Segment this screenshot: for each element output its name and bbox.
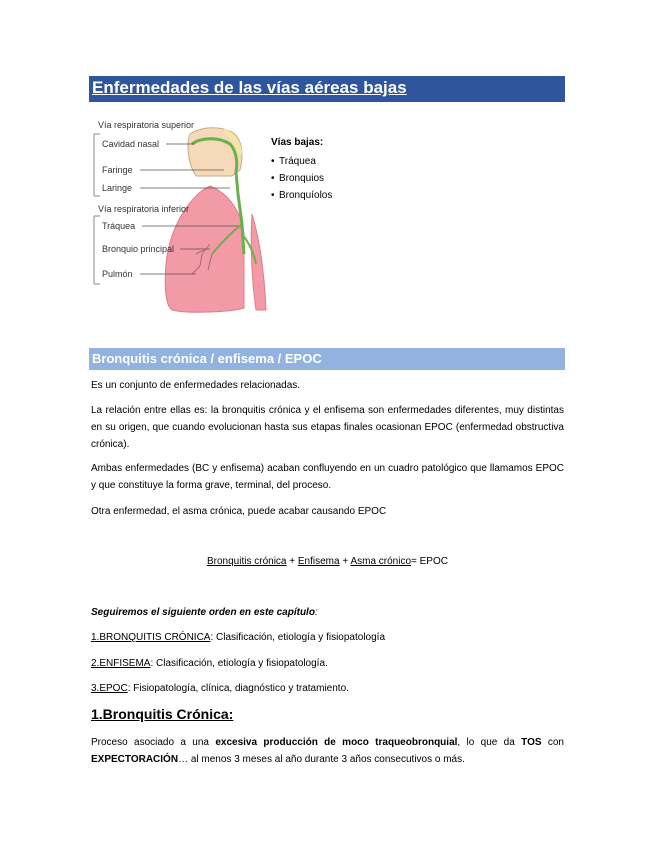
title-bar bbox=[89, 76, 565, 102]
upper-bracket bbox=[94, 134, 100, 196]
label-faringe: Faringe bbox=[102, 165, 133, 175]
order-item-1: 1.BRONQUITIS CRÓNICA: Clasificación, etiología y fisiopatología bbox=[91, 632, 386, 643]
page-title: Enfermedades de las vías aéreas bajas bbox=[92, 78, 407, 97]
chapter-1-heading: 1.Bronquitis Crónica: bbox=[91, 706, 234, 722]
lower-bracket bbox=[94, 216, 100, 284]
label-bronquio-principal: Bronquio principal bbox=[102, 244, 175, 254]
label-via-superior: Vía respiratoria superior bbox=[98, 120, 195, 130]
label-cavidad-nasal: Cavidad nasal bbox=[102, 139, 160, 149]
section-heading: Bronquitis crónica / enfisema / EPOC bbox=[92, 351, 322, 366]
bullet-icon: • bbox=[271, 173, 275, 184]
list-item: • Bronquíolos bbox=[271, 190, 333, 201]
order-intro: Seguiremos el siguiente orden en este capítulo: bbox=[91, 607, 318, 618]
paragraph-2: La relación entre ellas es: la bronquitis crónica y el enfisema son enfermedades diferentes, muy distintas en su origen, que cuando evolucionan hasta sus etapas finales ocasionan EPOC (enfermedad obstructiva crónica). bbox=[91, 405, 564, 450]
equation-term-1: Bronquitis crónica bbox=[207, 556, 287, 567]
section-heading-bar bbox=[89, 348, 565, 370]
list-item: • Tráquea bbox=[271, 156, 316, 167]
bullet-icon: • bbox=[271, 156, 275, 167]
vias-bajas-list bbox=[271, 137, 332, 207]
bullet-icon: • bbox=[271, 190, 275, 201]
equation-line: Bronquitis crónica + Enfisema + Asma crónico= EPOC bbox=[207, 556, 448, 567]
vias-bajas-title: Vías bajas: bbox=[271, 137, 324, 148]
equation-term-2: Enfisema bbox=[297, 556, 340, 567]
label-pulmon: Pulmón bbox=[102, 269, 133, 279]
label-laringe: Laringe bbox=[102, 183, 133, 193]
paragraph-1: Es un conjunto de enfermedades relacionadas. bbox=[91, 380, 301, 391]
right-lung-shape bbox=[251, 214, 266, 310]
order-item-2: 2.ENFISEMA: Clasificación, etiología y fisiopatología. bbox=[91, 658, 328, 669]
label-traquea: Tráquea bbox=[102, 221, 136, 231]
equation-result: = EPOC bbox=[411, 556, 448, 567]
order-item-3: 3.EPOC: Fisiopatología, clínica, diagnóstico y tratamiento. bbox=[91, 683, 349, 694]
label-via-inferior: Vía respiratoria inferior bbox=[98, 204, 190, 214]
paragraph-3: Ambas enfermedades (BC y enfisema) acaban confluyendo en un cuadro patológico que llamamos EPOC y que constituye la forma grave, terminal, del proceso. bbox=[91, 463, 564, 491]
respiratory-diagram bbox=[92, 114, 268, 317]
equation-term-3: Asma crónico bbox=[350, 556, 412, 567]
list-item: • Bronquios bbox=[271, 173, 325, 184]
paragraph-4: Otra enfermedad, el asma crónica, puede acabar causando EPOC bbox=[91, 506, 387, 517]
chapter-1-paragraph: Proceso asociado a una excesiva producción de moco traqueobronquial, lo que da TOS con EXPECTORACIÓN… al menos 3 meses al año durante 3 años consecutivos o más. bbox=[91, 737, 564, 765]
